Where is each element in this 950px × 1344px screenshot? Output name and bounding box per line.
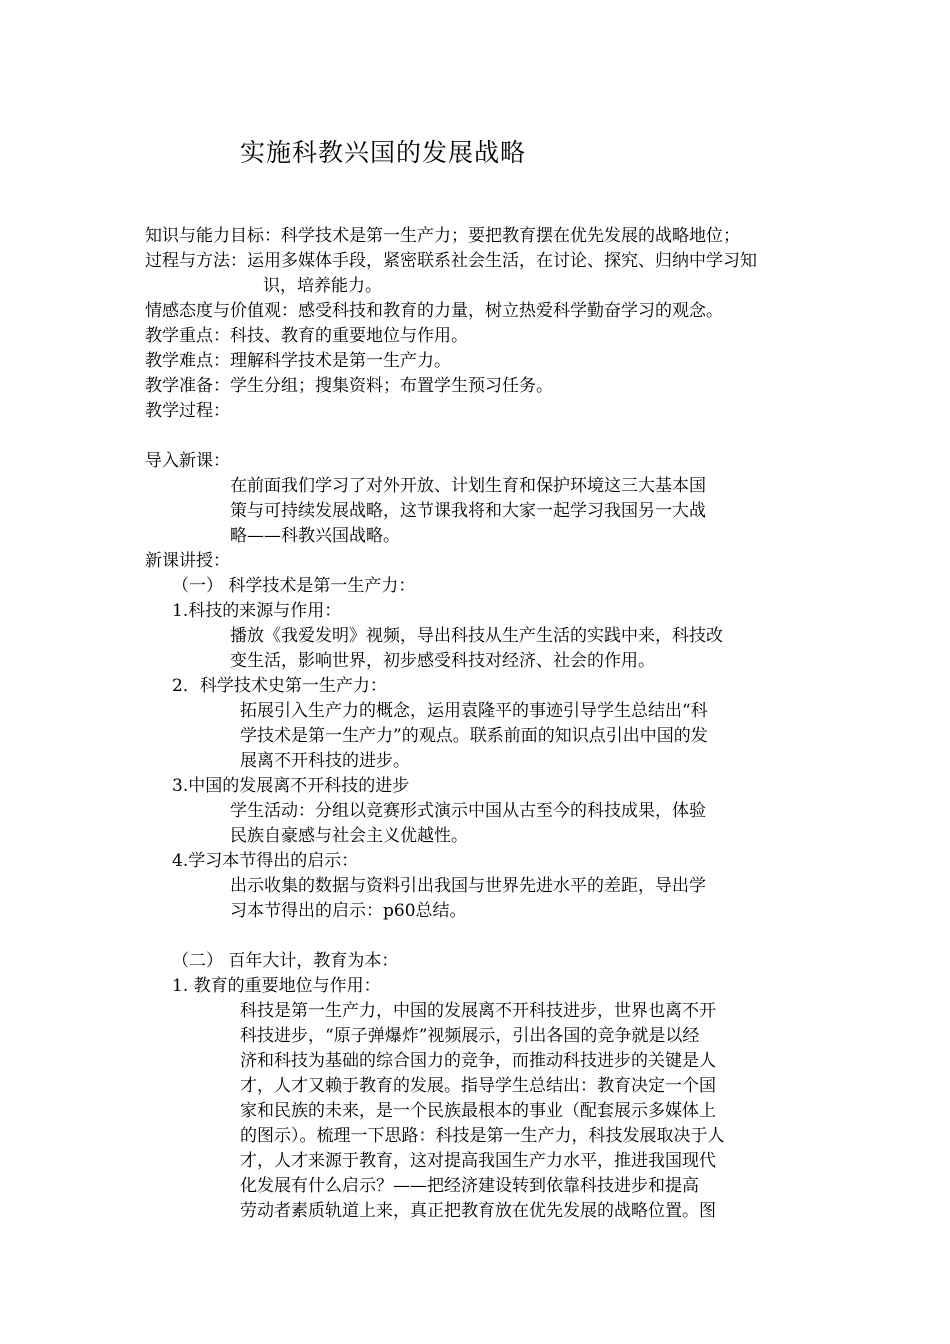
part1-item4-heading: 4.学习本节得出的启示： [172, 851, 359, 871]
part2-item1-line: 化发展有什么启示？——把经济建设转到依靠科技进步和提高 [240, 1176, 699, 1196]
intro-heading: 导入新课： [145, 451, 230, 471]
part2-item1-line: 才，人才来源于教育，这对提高我国生产力水平，推进我国现代 [240, 1151, 716, 1171]
part2-item1-line: 的图示）。梳理一下思路：科技是第一生产力，科技发展取决于人 [240, 1126, 725, 1146]
part2-item1-line: 科技进步，“原子弹爆炸”视频展示，引出各国的竞争就是以经 [240, 1026, 700, 1046]
part1-item2-line: 展离不开科技的进步。 [240, 751, 410, 771]
intro-paragraph-line: 在前面我们学习了对外开放、计划生育和保护环境这三大基本国 [230, 476, 706, 496]
part1-item4-line: 出示收集的数据与资料引出我国与世界先进水平的差距，导出学 [230, 876, 706, 896]
part2-item1-line: 科技是第一生产力，中国的发展离不开科技进步，世界也离不开 [240, 1001, 716, 1021]
part1-heading: （一） 科学技术是第一生产力： [172, 576, 416, 596]
part1-item3-heading: 3.中国的发展离不开科技的进步 [172, 776, 410, 796]
part1-item4-line: 习本节得出的启示：p60总结。 [230, 901, 467, 921]
part2-item1-line: 劳动者素质轨道上来，真正把教育放在优先发展的战略位置。图 [240, 1201, 716, 1221]
part1-item1-heading: 1.科技的来源与作用： [172, 601, 342, 621]
part2-item1-line: 济和科技为基础的综合国力的竞争，而推动科技进步的关键是人 [240, 1051, 716, 1071]
part1-item2-line: 拓展引入生产力的概念，运用袁隆平的事迹引导学生总结出“科 [240, 701, 708, 721]
part2-item1-line: 才，人才又赖于教育的发展。指导学生总结出：教育决定一个国 [240, 1076, 716, 1096]
part1-item3-line: 学生活动：分组以竞赛形式演示中国从古至今的科技成果，体验 [230, 801, 706, 821]
teaching-preparation: 教学准备：学生分组；搜集资料；布置学生预习任务。 [145, 376, 553, 396]
part2-item1-line: 家和民族的未来，是一个民族最根本的事业（配套展示多媒体上 [240, 1101, 716, 1121]
part2-heading: （二） 百年大计，教育为本： [172, 951, 399, 971]
teaching-difficulty: 教学难点：理解科学技术是第一生产力。 [145, 351, 451, 371]
intro-paragraph-line: 策与可持续发展战略，这节课我将和大家一起学习我国另一大战 [230, 501, 706, 521]
objective-process-line-1: 过程与方法：运用多媒体手段，紧密联系社会生活，在讨论、探究、归纳中学习知 [145, 251, 757, 271]
intro-paragraph-line: 略——科教兴国战略。 [230, 526, 400, 546]
part2-item1-heading: 1. 教育的重要地位与作用： [172, 976, 381, 996]
teaching-process-label: 教学过程： [145, 401, 230, 421]
part1-item3-line: 民族自豪感与社会主义优越性。 [230, 826, 468, 846]
objective-process-line-2: 识，培养能力。 [263, 276, 382, 296]
objective-knowledge: 知识与能力目标：科学技术是第一生产力；要把教育摆在优先发展的战略地位； [145, 226, 740, 246]
document-title: 实施科教兴国的发展战略 [240, 138, 527, 167]
part1-item2-line: 学技术是第一生产力”的观点。联系前面的知识点引出中国的发 [240, 726, 708, 746]
part1-item1-line: 变生活，影响世界，初步感受科技对经济、社会的作用。 [230, 651, 655, 671]
objective-emotion: 情感态度与价值观：感受科技和教育的力量，树立热爱科学勤奋学习的观念。 [145, 301, 723, 321]
part1-item2-heading: 2．科学技术史第一生产力： [172, 676, 387, 696]
teaching-key-point: 教学重点：科技、教育的重要地位与作用。 [145, 326, 468, 346]
part1-item1-line: 播放《我爱发明》视频，导出科技从生产生活的实践中来，科技改 [230, 626, 723, 646]
new-lesson-heading: 新课讲授： [145, 551, 230, 571]
